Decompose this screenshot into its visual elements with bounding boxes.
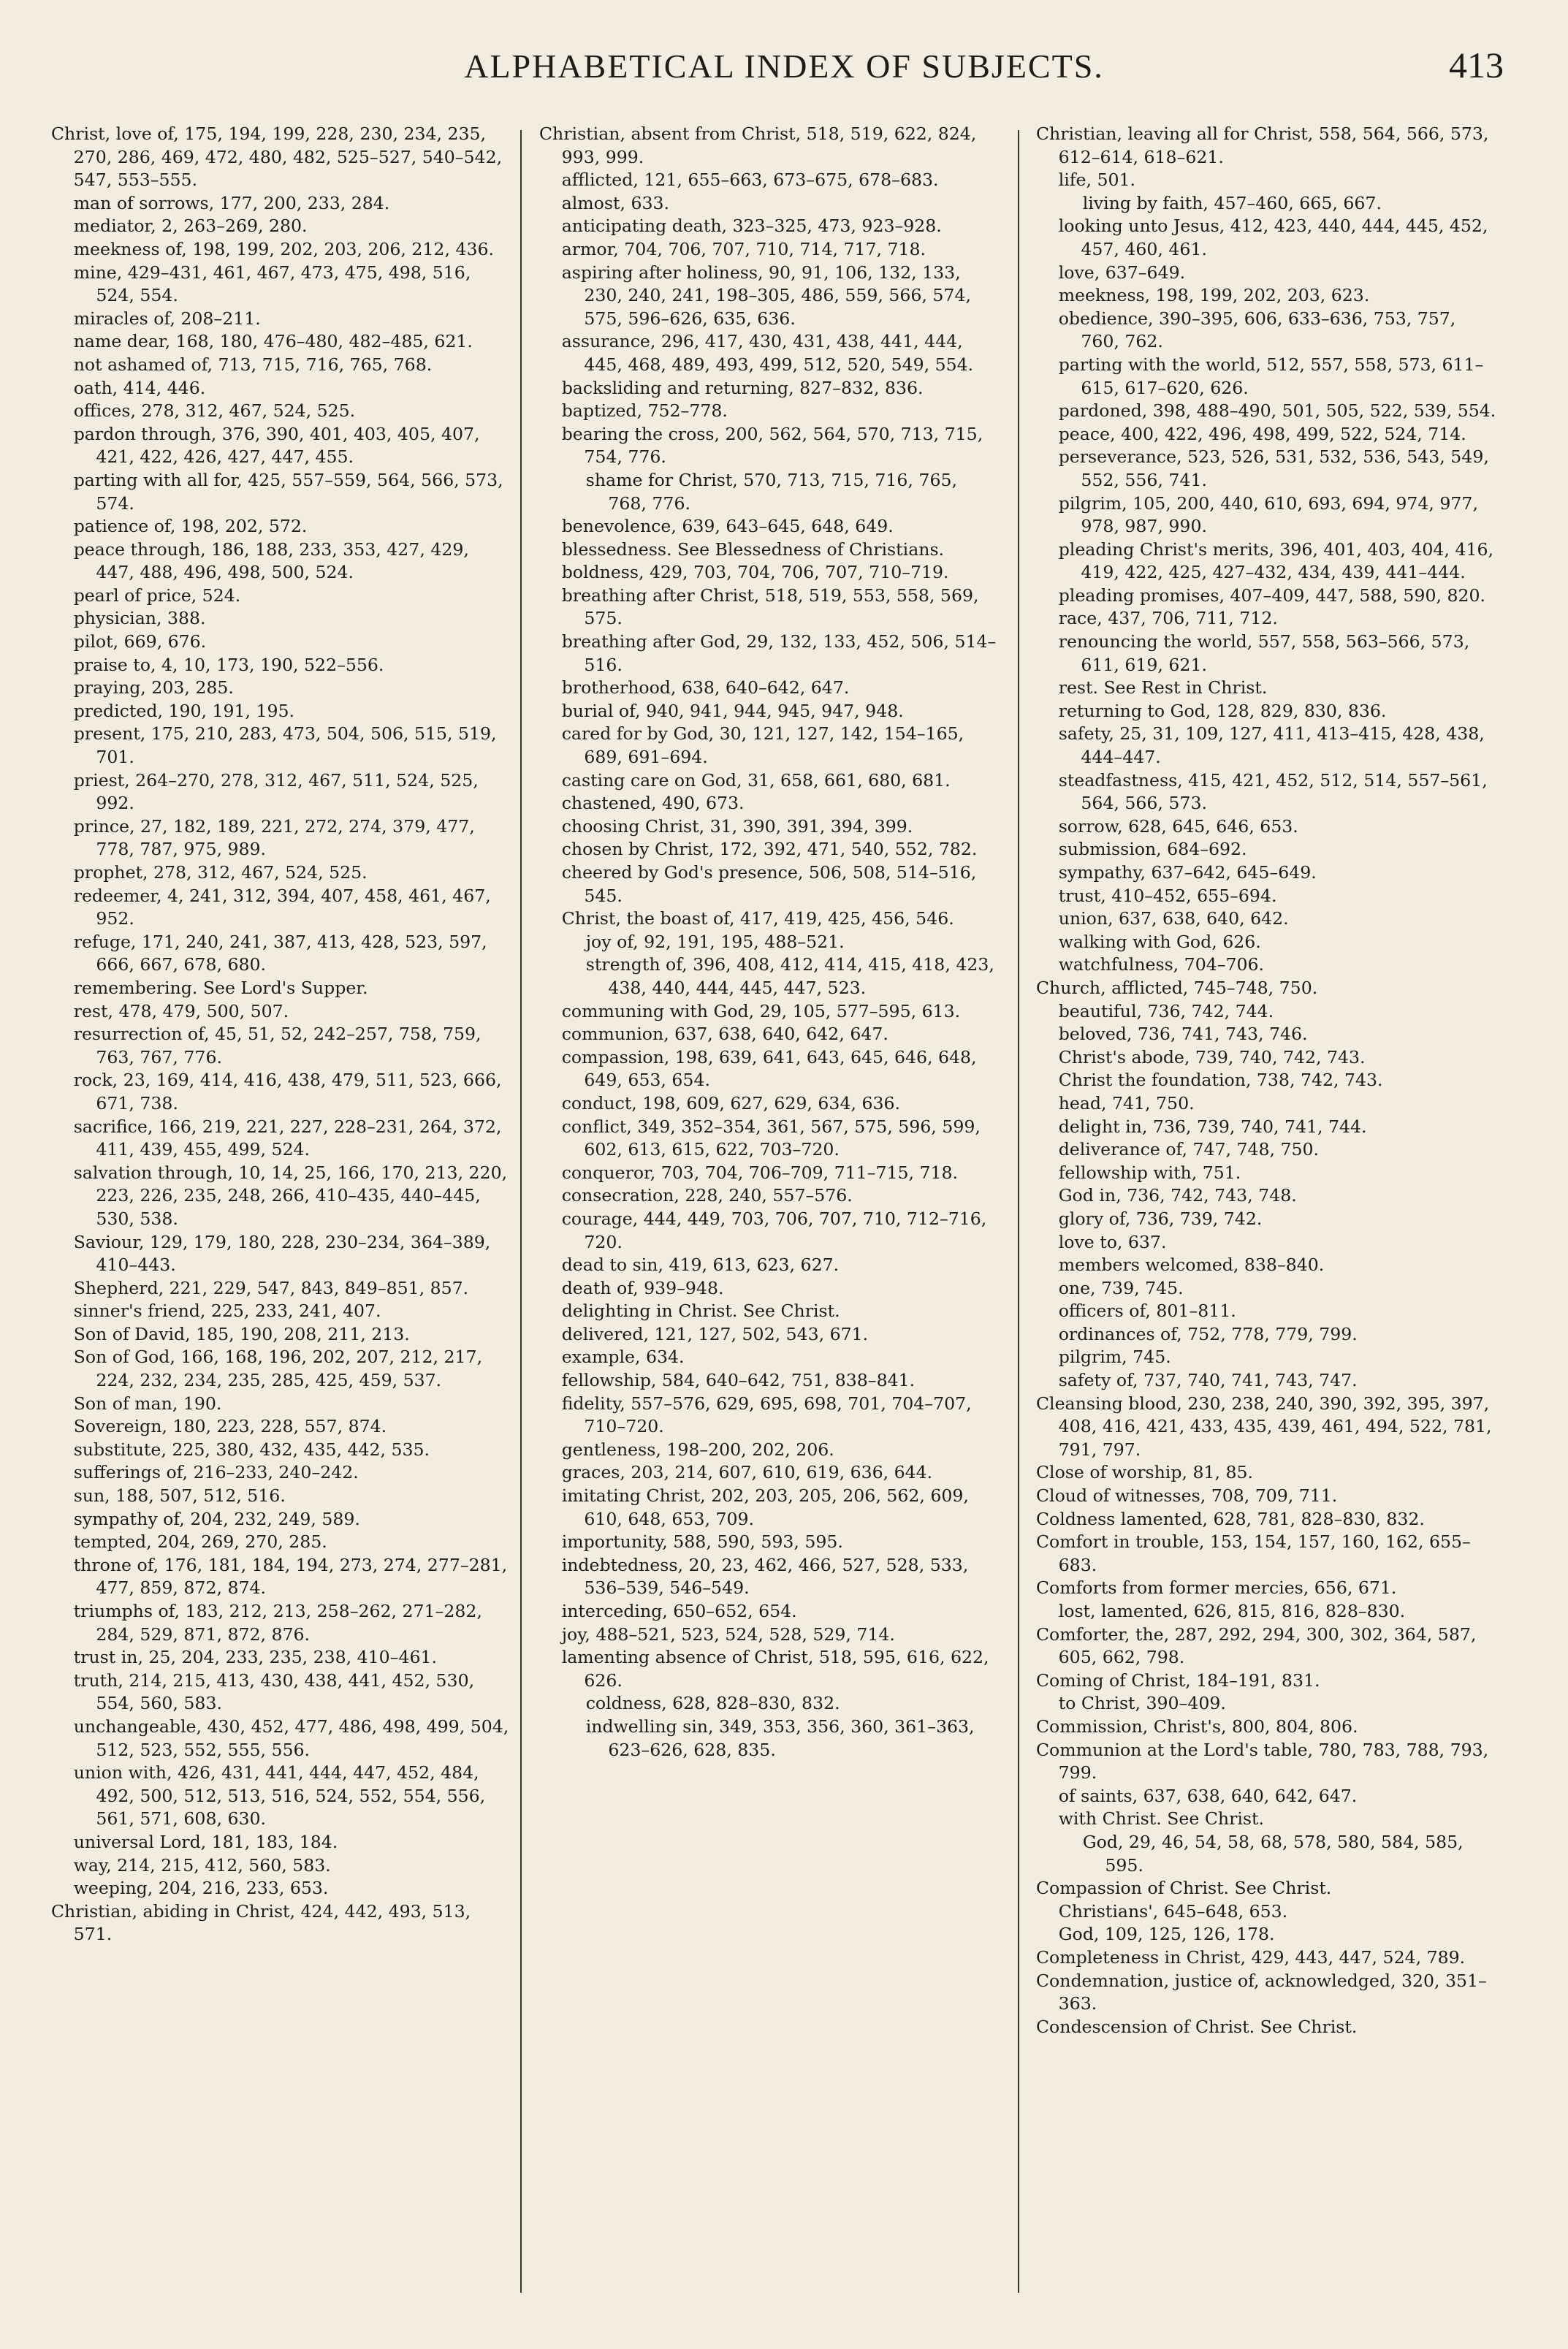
index-subentry: peace, 400, 422, 496, 498, 499, 522, 524, 714. — [1058, 423, 1466, 444]
index-subentry: Christ the foundation, 738, 742, 743. — [1058, 1070, 1383, 1091]
index-column-1 — [51, 123, 511, 2322]
index-subentry: steadfastness, 415, 421, 452, 512, 514, 557–561, 564, 566, 573. — [1058, 769, 1488, 814]
index-subentry: dead to sin, 419, 613, 623, 627. — [561, 1255, 840, 1276]
index-subentry: delivered, 121, 127, 502, 543, 671. — [561, 1323, 869, 1344]
index-subentry: rock, 23, 169, 414, 416, 438, 479, 511, 523, 666, 671, 738. — [73, 1070, 502, 1113]
index-subentry: unchangeable, 430, 452, 477, 486, 498, 499, 504, 512, 523, 552, 555, 556. — [73, 1716, 509, 1760]
index-subentry: communion, 637, 638, 640, 642, 647. — [561, 1024, 888, 1045]
index-subentry: resurrection of, 45, 51, 52, 242–257, 758, 759, 763, 767, 776. — [73, 1024, 482, 1067]
index-subentry: salvation through, 10, 14, 25, 166, 170, 213, 220, 223, 226, 235, 248, 266, 410–435, 440–445, 530, 538. — [73, 1162, 508, 1229]
index-subentry: Christ's abode, 739, 740, 742, 743. — [1058, 1046, 1366, 1067]
index-subentry: afflicted, 121, 655–663, 673–675, 678–683. — [561, 170, 939, 191]
index-heading-entry: Church, afflicted, 745–748, 750. — [1036, 977, 1318, 998]
index-subentry: weeping, 204, 216, 233, 653. — [73, 1878, 329, 1899]
index-subentry: predicted, 190, 191, 195. — [73, 700, 295, 721]
index-heading-entry: Christian, absent from Christ, 518, 519, 622, 824, 993, 999. — [539, 123, 977, 167]
index-subentry: Sovereign, 180, 223, 228, 557, 874. — [73, 1416, 387, 1437]
index-subentry: prophet, 278, 312, 467, 524, 525. — [73, 862, 368, 883]
index-subentry: breathing after God, 29, 132, 133, 452, 506, 514–516. — [561, 631, 997, 675]
index-subentry: consecration, 228, 240, 557–576. — [561, 1185, 853, 1206]
index-heading-entry: Communion at the Lord's table, 780, 783, 788, 793, 799. — [1036, 1739, 1489, 1783]
index-subentry: redeemer, 4, 241, 312, 394, 407, 458, 461, 467, 952. — [73, 885, 491, 929]
index-subentry: courage, 444, 449, 703, 706, 707, 710, 712–716, 720. — [561, 1208, 987, 1252]
index-subentry: watchfulness, 704–706. — [1058, 954, 1265, 975]
index-subentry: God in, 736, 742, 743, 748. — [1058, 1185, 1297, 1206]
index-subentry: mine, 429–431, 461, 467, 473, 475, 498, 516, 524, 554. — [73, 262, 471, 306]
index-subentry: almost, 633. — [561, 192, 669, 213]
index-subentry: strength of, 396, 408, 412, 414, 415, 418, 423, 438, 440, 444, 445, 447, 523. — [585, 954, 994, 998]
index-column-2 — [539, 123, 1000, 2322]
index-subentry: Saviour, 129, 179, 180, 228, 230–234, 364–389, 410–443. — [73, 1231, 491, 1276]
index-subentry: blessedness. See Blessedness of Christians. — [561, 538, 945, 560]
index-subentry: Christians', 645–648, 653. — [1058, 1900, 1288, 1922]
index-subentry: pleading Christ's merits, 396, 401, 403, 404, 416, 419, 422, 425, 427–432, 434, 439, 441–444. — [1058, 538, 1493, 583]
column-rule — [520, 130, 522, 2293]
index-heading-entry: Condemnation, justice of, acknowledged, 320, 351–363. — [1036, 1970, 1487, 2014]
index-subentry: baptized, 752–778. — [561, 400, 728, 422]
index-subentry: not ashamed of, 713, 715, 716, 765, 768. — [73, 354, 433, 375]
index-subentry: pearl of price, 524. — [73, 585, 241, 606]
index-subentry: Son of man, 190. — [73, 1393, 222, 1414]
index-subentry: race, 437, 706, 711, 712. — [1058, 608, 1278, 629]
index-subentry: trust, 410–452, 655–694. — [1058, 885, 1277, 906]
index-subentry: man of sorrows, 177, 200, 233, 284. — [73, 192, 390, 213]
index-subentry: rest. See Rest in Christ. — [1058, 677, 1268, 698]
index-subentry: Son of David, 185, 190, 208, 211, 213. — [73, 1323, 410, 1344]
column-rule — [1018, 130, 1019, 2293]
index-heading-entry: Close of worship, 81, 85. — [1036, 1462, 1253, 1483]
index-subentry: delighting in Christ. See Christ. — [561, 1301, 840, 1322]
index-subentry: deliverance of, 747, 748, 750. — [1058, 1139, 1320, 1160]
index-subentry: priest, 264–270, 278, 312, 467, 511, 524, 525, 992. — [73, 769, 479, 814]
index-subentry: perseverance, 523, 526, 531, 532, 536, 543, 549, 552, 556, 741. — [1058, 446, 1489, 490]
index-subentry: importunity, 588, 590, 593, 595. — [561, 1531, 843, 1553]
index-subentry: meekness, 198, 199, 202, 203, 623. — [1058, 285, 1370, 306]
index-subentry: death of, 939–948. — [561, 1277, 724, 1298]
index-subentry: pilot, 669, 676. — [73, 631, 207, 652]
page-header — [0, 42, 1568, 94]
index-subentry: indebtedness, 20, 23, 462, 466, 527, 528, 533, 536–539, 546–549. — [561, 1554, 969, 1599]
index-subentry: bearing the cross, 200, 562, 564, 570, 713, 715, 754, 776. — [561, 423, 983, 468]
index-subentry: cheered by God's presence, 506, 508, 514–516, 545. — [561, 862, 977, 906]
index-subentry: God, 29, 46, 54, 58, 68, 578, 580, 584, 585, 595. — [1082, 1831, 1464, 1876]
index-subentry: present, 175, 210, 283, 473, 504, 506, 515, 519, 701. — [73, 723, 497, 768]
index-subentry: Son of God, 166, 168, 196, 202, 207, 212, 217, 224, 232, 234, 235, 285, 425, 459, 537. — [73, 1347, 483, 1391]
index-subentry: pardoned, 398, 488–490, 501, 505, 522, 539, 554. — [1058, 400, 1496, 422]
index-subentry: sympathy, 637–642, 645–649. — [1058, 862, 1317, 883]
index-subentry: sinner's friend, 225, 233, 241, 407. — [73, 1301, 381, 1322]
index-heading-entry: Cloud of witnesses, 708, 709, 711. — [1036, 1485, 1338, 1507]
index-subentry: Christ, the boast of, 417, 419, 425, 456, 546. — [561, 908, 954, 929]
index-subentry: renouncing the world, 557, 558, 563–566, 573, 611, 619, 621. — [1058, 631, 1470, 675]
index-subentry: of saints, 637, 638, 640, 642, 647. — [1058, 1785, 1358, 1806]
index-subentry: fidelity, 557–576, 629, 695, 698, 701, 704–707, 710–720. — [561, 1393, 972, 1437]
page-number: 413 — [1449, 45, 1504, 85]
index-subentry: pleading promises, 407–409, 447, 588, 590, 820. — [1058, 585, 1485, 606]
index-subentry: compassion, 198, 639, 641, 643, 645, 646, 648, 649, 653, 654. — [561, 1046, 977, 1091]
index-subentry: living by faith, 457–460, 665, 667. — [1082, 192, 1382, 213]
index-heading-entry: Christian, leaving all for Christ, 558, 564, 566, 573, 612–614, 618–621. — [1036, 123, 1489, 167]
index-subentry: love, 637–649. — [1058, 262, 1186, 283]
index-subentry: Shepherd, 221, 229, 547, 843, 849–851, 857. — [73, 1277, 469, 1298]
index-subentry: boldness, 429, 703, 704, 706, 707, 710–719. — [561, 562, 949, 583]
index-subentry: brotherhood, 638, 640–642, 647. — [561, 677, 850, 698]
index-subentry: sun, 188, 507, 512, 516. — [73, 1485, 286, 1507]
index-subentry: throne of, 176, 181, 184, 194, 273, 274, 277–281, 477, 859, 872, 874. — [73, 1554, 508, 1599]
index-subentry: submission, 684–692. — [1058, 839, 1247, 860]
index-subentry: graces, 203, 214, 607, 610, 619, 636, 644. — [561, 1462, 933, 1483]
index-subentry: fellowship, 584, 640–642, 751, 838–841. — [561, 1370, 916, 1391]
index-subentry: coldness, 628, 828–830, 832. — [585, 1693, 840, 1714]
index-subentry: breathing after Christ, 518, 519, 553, 558, 569, 575. — [561, 585, 979, 629]
index-subentry: officers of, 801–811. — [1058, 1301, 1236, 1322]
index-subentry: obedience, 390–395, 606, 633–636, 753, 757, 760, 762. — [1058, 308, 1456, 352]
index-subentry: union with, 426, 431, 441, 444, 447, 452, 484, 492, 500, 512, 513, 516, 524, 552, 554, 556, 561, 571, 608, 630. — [73, 1762, 486, 1830]
index-subentry: lost, lamented, 626, 815, 816, 828–830. — [1058, 1601, 1406, 1621]
index-subentry: tempted, 204, 269, 270, 285. — [73, 1531, 327, 1553]
index-subentry: burial of, 940, 941, 944, 945, 947, 948. — [561, 700, 904, 721]
index-subentry: conflict, 349, 352–354, 361, 567, 575, 596, 599, 602, 613, 615, 622, 703–720. — [561, 1116, 981, 1160]
index-subentry: safety of, 737, 740, 741, 743, 747. — [1058, 1370, 1358, 1391]
index-subentry: members welcomed, 838–840. — [1058, 1255, 1325, 1276]
index-subentry: oath, 414, 446. — [73, 377, 206, 398]
index-subentry: joy of, 92, 191, 195, 488–521. — [585, 931, 845, 952]
index-subentry: cared for by God, 30, 121, 127, 142, 154–165, 689, 691–694. — [561, 723, 964, 768]
index-heading-entry: Comfort in trouble, 153, 154, 157, 160, 162, 655–683. — [1036, 1531, 1471, 1575]
index-subentry: sacrifice, 166, 219, 221, 227, 228–231, 264, 372, 411, 439, 455, 499, 524. — [73, 1116, 502, 1160]
index-subentry: assurance, 296, 417, 430, 431, 438, 441, 444, 445, 468, 489, 493, 499, 512, 520, 549, 554. — [561, 331, 974, 375]
index-subentry: returning to God, 128, 829, 830, 836. — [1058, 700, 1387, 721]
index-heading-entry: Coming of Christ, 184–191, 831. — [1036, 1670, 1320, 1691]
index-heading-entry: Condescension of Christ. See Christ. — [1036, 2016, 1358, 2037]
index-heading-entry: Commission, Christ's, 800, 804, 806. — [1036, 1716, 1358, 1737]
index-heading-entry: Cleansing blood, 230, 238, 240, 390, 392, 395, 397, 408, 416, 421, 433, 435, 439, 461, 494, 522, 781, 791, 797. — [1036, 1393, 1492, 1460]
index-subentry: mediator, 2, 263–269, 280. — [73, 216, 308, 237]
index-subentry: praying, 203, 285. — [73, 677, 234, 698]
index-subentry: imitating Christ, 202, 203, 205, 206, 562, 609, 610, 648, 653, 709. — [561, 1485, 969, 1529]
index-heading-entry: Comforter, the, 287, 292, 294, 300, 302, 364, 587, 605, 662, 798. — [1036, 1623, 1477, 1668]
running-title: ALPHABETICAL INDEX OF SUBJECTS. — [464, 47, 1104, 85]
index-subentry: ordinances of, 752, 778, 779, 799. — [1058, 1323, 1358, 1344]
index-subentry: offices, 278, 312, 467, 524, 525. — [73, 400, 356, 422]
index-subentry: glory of, 736, 739, 742. — [1058, 1208, 1263, 1229]
index-subentry: God, 109, 125, 126, 178. — [1058, 1924, 1275, 1945]
index-subentry: sorrow, 628, 645, 646, 653. — [1058, 815, 1298, 837]
index-subentry: peace through, 186, 188, 233, 353, 427, 429, 447, 488, 496, 498, 500, 524. — [73, 538, 469, 583]
index-column-3 — [1036, 123, 1496, 2322]
index-subentry: chosen by Christ, 172, 392, 471, 540, 552, 782. — [561, 839, 978, 860]
index-subentry: one, 739, 745. — [1058, 1277, 1184, 1298]
index-subentry: backsliding and returning, 827–832, 836. — [561, 377, 924, 398]
index-subentry: parting with all for, 425, 557–559, 564, 566, 573, 574. — [73, 469, 503, 514]
index-subentry: pilgrim, 105, 200, 440, 610, 693, 694, 974, 977, 978, 987, 990. — [1058, 492, 1478, 537]
index-subentry: way, 214, 215, 412, 560, 583. — [73, 1854, 331, 1876]
index-subentry: remembering. See Lord's Supper. — [73, 977, 368, 998]
index-subentry: trust in, 25, 204, 233, 235, 238, 410–461. — [73, 1647, 437, 1668]
index-subentry: gentleness, 198–200, 202, 206. — [561, 1439, 834, 1460]
index-subentry: refuge, 171, 240, 241, 387, 413, 428, 523, 597, 666, 667, 678, 680. — [73, 931, 487, 975]
index-subentry: to Christ, 390–409. — [1058, 1693, 1226, 1714]
index-subentry: delight in, 736, 739, 740, 741, 744. — [1058, 1116, 1367, 1137]
index-subentry: substitute, 225, 380, 432, 435, 442, 535. — [73, 1439, 430, 1460]
index-subentry: meekness of, 198, 199, 202, 203, 206, 212, 436. — [73, 238, 494, 259]
index-subentry: shame for Christ, 570, 713, 715, 716, 765, 768, 776. — [585, 469, 957, 514]
index-subentry: anticipating death, 323–325, 473, 923–928. — [561, 216, 942, 237]
index-subentry: love to, 637. — [1058, 1231, 1167, 1252]
index-subentry: walking with God, 626. — [1058, 931, 1261, 952]
index-heading-entry: Compassion of Christ. See Christ. — [1036, 1878, 1332, 1899]
index-subentry: prince, 27, 182, 189, 221, 272, 274, 379, 477, 778, 787, 975, 989. — [73, 815, 475, 860]
index-subentry: casting care on God, 31, 658, 661, 680, 681. — [561, 769, 951, 791]
index-subentry: sympathy of, 204, 232, 249, 589. — [73, 1508, 360, 1529]
index-subentry: life, 501. — [1058, 170, 1136, 191]
index-subentry: miracles of, 208–211. — [73, 308, 261, 329]
index-subentry: aspiring after holiness, 90, 91, 106, 132, 133, 230, 240, 241, 198–305, 486, 559, 566, 574, 575, 596–626, 635, 636. — [561, 262, 971, 329]
index-subentry: physician, 388. — [73, 608, 206, 629]
index-subentry: pardon through, 376, 390, 401, 403, 405, 407, 421, 422, 426, 427, 447, 455. — [73, 423, 480, 468]
index-heading-entry: Comforts from former mercies, 656, 671. — [1036, 1577, 1397, 1599]
index-subentry: rest, 478, 479, 500, 507. — [73, 1000, 289, 1021]
index-subentry: conduct, 198, 609, 627, 629, 634, 636. — [561, 1092, 900, 1113]
index-subentry: union, 637, 638, 640, 642. — [1058, 908, 1289, 929]
index-heading-entry: Completeness in Christ, 429, 443, 447, 524, 789. — [1036, 1946, 1466, 1968]
index-subentry: choosing Christ, 31, 390, 391, 394, 399. — [561, 815, 913, 837]
index-subentry: sufferings of, 216–233, 240–242. — [73, 1462, 359, 1483]
index-subentry: head, 741, 750. — [1058, 1092, 1195, 1113]
index-subentry: universal Lord, 181, 183, 184. — [73, 1831, 338, 1852]
index-subentry: interceding, 650–652, 654. — [561, 1601, 797, 1621]
index-subentry: parting with the world, 512, 557, 558, 573, 611–615, 617–620, 626. — [1058, 354, 1484, 398]
index-subentry: name dear, 168, 180, 476–480, 482–485, 621. — [73, 331, 473, 352]
index-subentry: pilgrim, 745. — [1058, 1347, 1171, 1368]
index-subentry: triumphs of, 183, 212, 213, 258–262, 271–282, 284, 529, 871, 872, 876. — [73, 1601, 482, 1645]
index-subentry: indwelling sin, 349, 353, 356, 360, 361–363, 623–626, 628, 835. — [585, 1716, 975, 1760]
index-subentry: communing with God, 29, 105, 577–595, 613. — [561, 1000, 961, 1021]
index-heading-entry: Christian, abiding in Christ, 424, 442, 493, 513, 571. — [51, 1900, 471, 1945]
index-subentry: looking unto Jesus, 412, 423, 440, 444, 445, 452, 457, 460, 461. — [1058, 216, 1488, 259]
index-heading-entry: Coldness lamented, 628, 781, 828–830, 832. — [1036, 1508, 1425, 1529]
index-subentry: joy, 488–521, 523, 524, 528, 529, 714. — [561, 1623, 895, 1645]
index-subentry: beautiful, 736, 742, 744. — [1058, 1000, 1274, 1021]
index-subentry: conqueror, 703, 704, 706–709, 711–715, 718. — [561, 1162, 959, 1183]
index-columns — [51, 123, 1520, 2322]
index-subentry: chastened, 490, 673. — [561, 793, 745, 814]
index-subentry: armor, 704, 706, 707, 710, 714, 717, 718. — [561, 238, 926, 259]
index-subentry: example, 634. — [561, 1347, 685, 1368]
index-subentry: truth, 214, 215, 413, 430, 438, 441, 452, 530, 554, 560, 583. — [73, 1670, 475, 1714]
index-subentry: lamenting absence of Christ, 518, 595, 616, 622, 626. — [561, 1647, 989, 1691]
index-heading-entry: Christ, love of, 175, 194, 199, 228, 230, 234, 235, 270, 286, 469, 472, 480, 482, 525–527, 540–542, 547, 553–555. — [51, 123, 503, 191]
index-subentry: safety, 25, 31, 109, 127, 411, 413–415, 428, 438, 444–447. — [1058, 723, 1485, 768]
index-subentry: beloved, 736, 741, 743, 746. — [1058, 1024, 1308, 1045]
index-subentry: with Christ. See Christ. — [1058, 1808, 1265, 1830]
index-subentry: fellowship with, 751. — [1058, 1162, 1241, 1183]
index-subentry: benevolence, 639, 643–645, 648, 649. — [561, 516, 894, 537]
index-subentry: praise to, 4, 10, 173, 190, 522–556. — [73, 654, 384, 675]
index-subentry: patience of, 198, 202, 572. — [73, 516, 308, 537]
